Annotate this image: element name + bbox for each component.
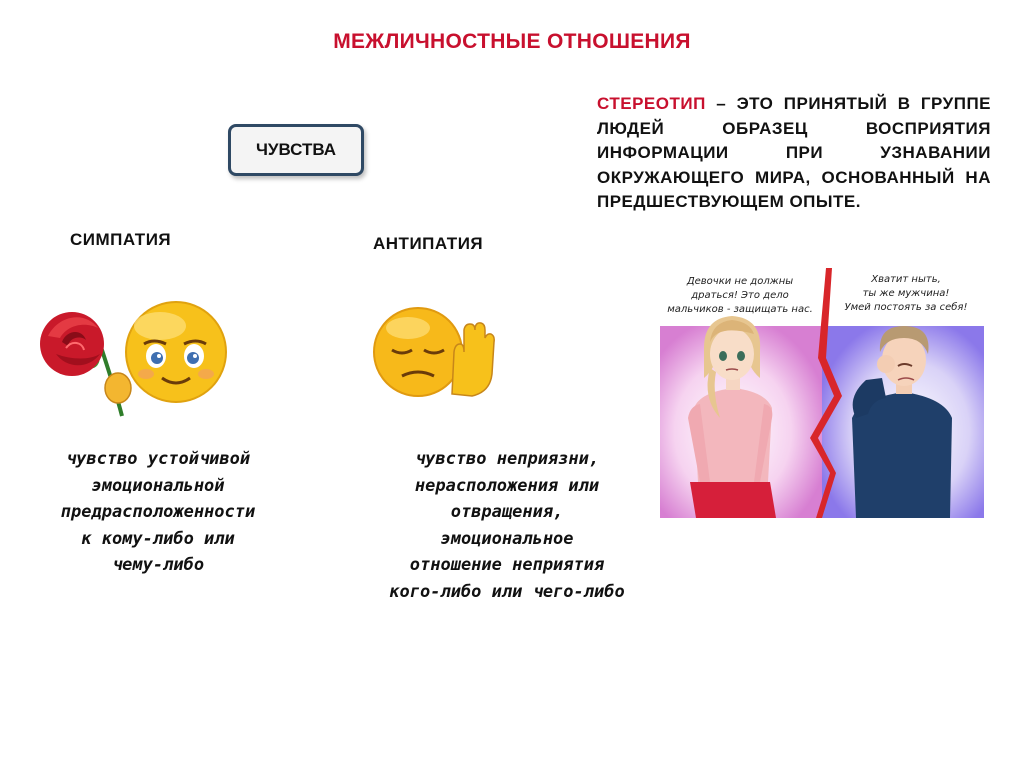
stereotype-term: СТЕРЕОТИП [597,94,706,113]
feelings-label: ЧУВСТВА [255,140,337,159]
description-line: кого-либо или чего-либо [389,581,625,602]
bubble-line: мальчиков - защищать нас. [667,304,813,315]
description-line: нерасположения или [414,475,600,496]
description-line: эмоциональной [91,475,225,496]
description-line: чувство устойчивой [65,449,251,469]
bubble-line: ты же мужчина! [862,288,950,299]
description-line: отвращения, [450,502,564,522]
stereotype-illustration [660,268,984,518]
description-line: к кому-либо или [81,528,235,549]
page-title: МЕЖЛИЧНОСТНЫЕ ОТНОШЕНИЯ [333,30,691,53]
stereotype-definition [597,92,991,215]
antipathy-illustration [372,304,498,400]
bubble-line: Умей постоять за себя! [844,302,968,313]
sympathy-description [0,446,316,579]
feelings-box [228,124,364,176]
description-line: предрасположенности [60,502,256,522]
description-line: чему-либо [111,555,205,575]
bubble-line: драться! Это дело [691,290,789,301]
bubble-line: Хватит ныть, [871,274,941,285]
stereotype-text: – ЭТО ПРИНЯТЫЙ В ГРУППЕ ЛЮДЕЙ ОБРАЗЕЦ ВОСПРИЯТИЯ ИНФОРМАЦИИ ПРИ УЗНАВАНИИ ОКРУЖАЮЩЕГО МИРА, ОСНОВАННЫЙ НА ПРЕДШЕСТВУЮЩЕМ ОПЫТЕ. [597,94,991,211]
bubble-line: Девочки не должны [686,276,794,287]
sympathy-illustration [38,298,230,424]
smiling-face-icon [105,302,226,403]
antipathy-heading: АНТИПАТИЯ [373,234,484,253]
sympathy-heading: СИМПАТИЯ [70,230,172,249]
displeased-face-icon [374,308,462,396]
description-line: эмоциональное [440,528,574,549]
antipathy-description [350,446,664,605]
description-line: отношение неприятия [409,555,605,575]
description-line: чувство неприязни, [414,449,600,469]
